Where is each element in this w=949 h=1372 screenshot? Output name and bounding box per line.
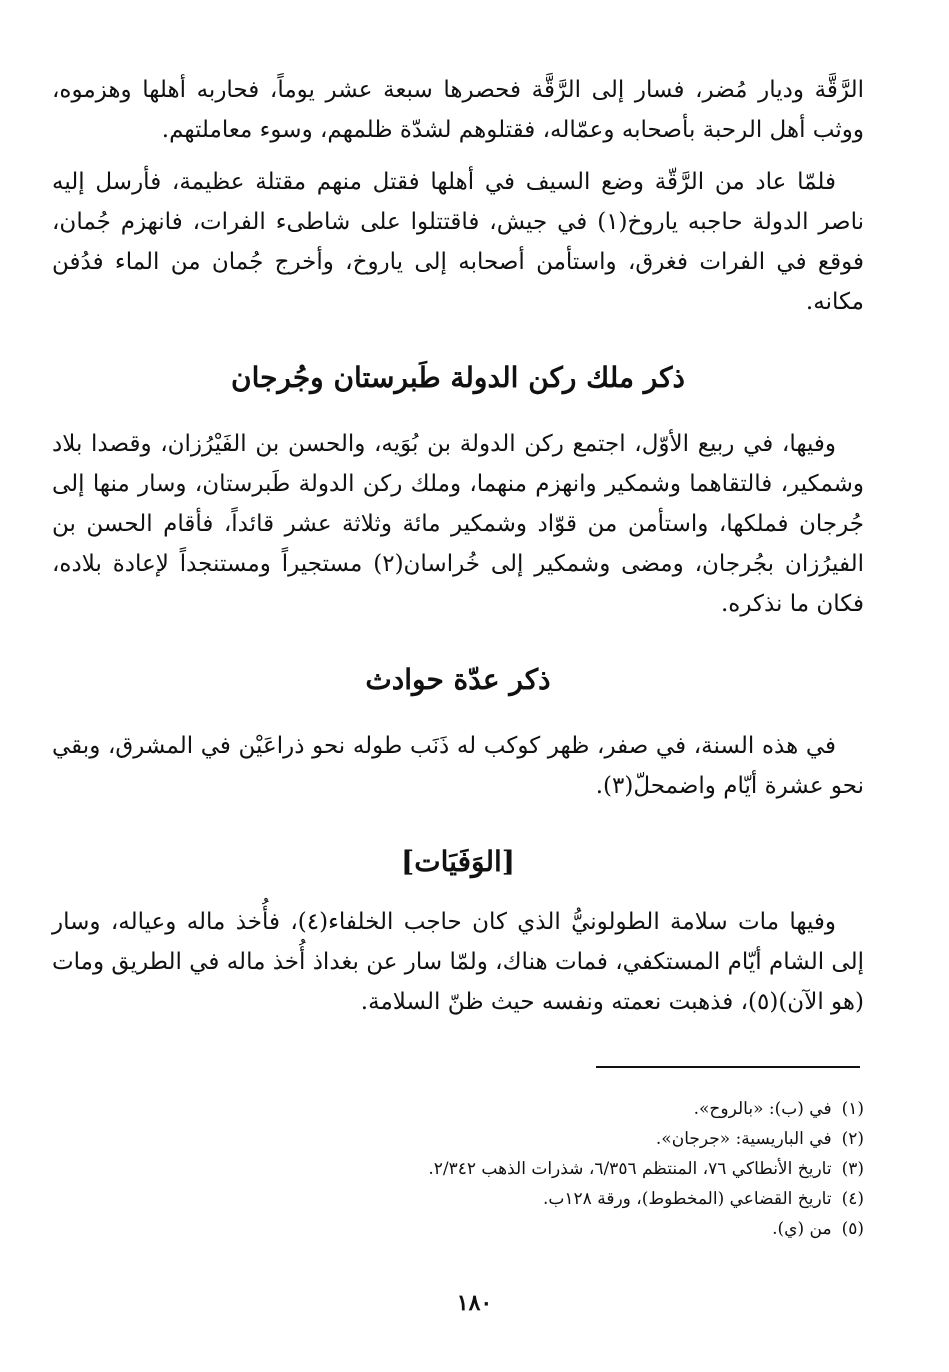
footnote-text: تاريخ القضاعي (المخطوط)، ورقة ١٢٨ب. (543, 1189, 832, 1209)
tabaristan-paragraph: وفيها، في ربيع الأوّل، اجتمع ركن الدولة بن بُوَيه، والحسن بن الفَيْرُزان، وقصدا بلاد وشمكير، فالتقاهما وشمكير وانهزم منهما، وملك ركن الدولة طَبرستان، وسار منها إلى جُرجان فملكها، واستأمن من قوّاد وشمكير مائة وثلاثة عشر قائداً، فأقام الحسن بن الفيرُزان بجُرجان، ومضى وشمكير إلى خُراسان(٢) مستجيراً ومستنجداً لإعادة بلاده، فكان ما نذكره. (52, 431, 864, 617)
section-heading-deaths: [الوَفَيَات] (401, 845, 515, 878)
footnote-text: في الباريسية: «جرجان». (655, 1129, 832, 1149)
section-heading-tabaristan: ذكر ملك ركن الدولة طَبرستان وجُرجان (231, 361, 685, 394)
page-body (52, 70, 864, 1022)
page-number: ١٨٠ (456, 1290, 493, 1316)
intro-paragraph-2: فلمّا عاد من الرَّقّة وضع السيف في أهلها فقتل منهم مقتلة عظيمة، فأرسل إليه ناصر الدولة حاجبه ياروخ(١) في جيش، فاقتتلوا على شاطىء الفرات، فانهزم جُمان، فوقع في الفرات فغرق، واستأمن أصحابه إلى ياروخ، وأخرج جُمان من الماء فدُفن مكانه. (52, 169, 864, 315)
footnote-item (52, 1094, 864, 1124)
footnote-text: من (ي). (772, 1219, 832, 1239)
footnote-divider (596, 1066, 860, 1068)
footnotes (52, 1094, 864, 1244)
footnote-item (52, 1214, 864, 1244)
events-paragraph: في هذه السنة، في صفر، ظهر كوكب له ذَنَب طوله نحو ذراعَيْن في المشرق، وبقي نحو عشرة أيّام واضمحلّ(٣). (52, 733, 864, 799)
footnote-number: (٤) (841, 1189, 864, 1209)
footnote-number: (٥) (841, 1219, 864, 1239)
footnote-text: تاريخ الأنطاكي ٧٦، المنتظم ٦/٣٥٦، شذرات الذهب ٢/٣٤٢. (428, 1159, 832, 1179)
footnote-item (52, 1154, 864, 1184)
footnote-number: (٣) (841, 1159, 864, 1179)
section-heading-events: ذكر عدّة حوادث (365, 663, 551, 696)
footnote-number: (١) (841, 1099, 864, 1119)
footnote-item (52, 1184, 864, 1214)
footnote-text: في (ب): «بالروح». (693, 1099, 832, 1119)
intro-paragraph-1: الرَّقَّة وديار مُضر، فسار إلى الرَّقَّة فحصرها سبعة عشر يوماً، فحاربه أهلها وهزموه، ووثب أهل الرحبة بأصحابه وعمّاله، فقتلوهم لشدّة ظلمهم، وسوء معاملتهم. (52, 77, 864, 143)
footnote-item (52, 1124, 864, 1154)
deaths-paragraph: وفيها مات سلامة الطولونيُّ الذي كان حاجب الخلفاء(٤)، فأُخذ ماله وعياله، وسار إلى الشام أيّام المستكفي، فمات هناك، ولمّا سار عن بغداذ أُخذ ماله في الطريق ومات (هو الآن)(٥)، فذهبت نعمته ونفسه حيث ظنّ السلامة. (52, 909, 864, 1015)
footnote-number: (٢) (841, 1129, 864, 1149)
